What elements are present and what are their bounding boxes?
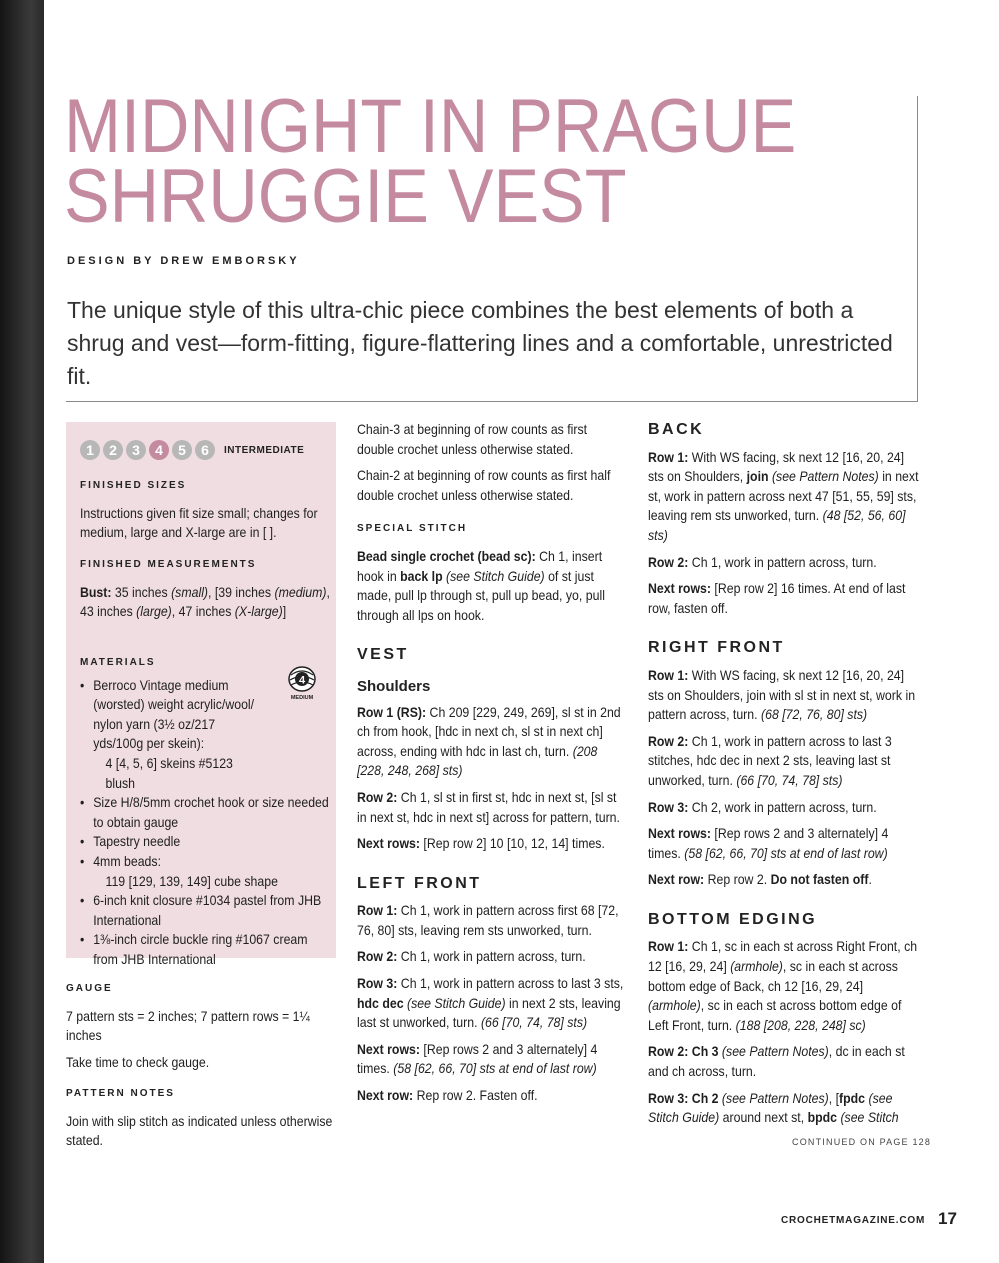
material-closure: • 6-inch knit closure #1034 pastel from JHB International	[80, 891, 330, 930]
title-line-2: SHRUGGIE VEST	[64, 154, 627, 239]
skill-dot-1: 1	[80, 440, 100, 460]
finished-measurements-section	[80, 555, 330, 622]
materials-list-wrap	[80, 676, 267, 794]
back-row-2: Row 2: Ch 1, work in pattern across, turn.	[648, 553, 877, 570]
header-rule-vertical	[917, 96, 918, 402]
bust-measurements: Bust: 35 inches (small), [39 inches (medium), 43 inches (large), 47 inches (X-large)]	[80, 583, 330, 620]
pattern-notes-section	[66, 1084, 336, 1158]
title-line-1: MIDNIGHT IN PRAGUE	[64, 84, 797, 169]
skill-dot-4-active: 4	[149, 440, 169, 460]
material-needle: • Tapestry needle	[80, 832, 330, 852]
left-front-row-2: Row 2: Ch 1, work in pattern across, turn.	[357, 948, 586, 965]
bottom-edging-row-3: Row 3: Ch 2 (see Pattern Notes), [fpdc (see Stitch Guide) around next st, bpdc (see Stitch	[648, 1089, 899, 1126]
material-buckle: • 1⅜-inch circle buckle ring #1067 cream from JHB International	[80, 930, 330, 969]
right-front-row-2: Row 2: Ch 1, work in pattern across to last 3 stitches, hdc dec in next 2 sts, leaving last st unworked, turn. (66 [70, 74, 78] sts)	[648, 732, 892, 788]
materials-list	[80, 676, 267, 794]
left-front-next-row: Next row: Rep row 2. Fasten off.	[357, 1087, 538, 1104]
yarn-weight-label: MEDIUM	[290, 695, 314, 701]
left-front-row-3: Row 3: Ch 1, work in pattern across to last 3 sts, hdc dec (see Stitch Guide) in next 2 sts, leaving last st unworked, turn. (66 [70, 74, 78] sts)	[357, 975, 624, 1031]
vest-row-1: Row 1 (RS): Ch 209 [229, 249, 269], sl st in 2nd ch from hook, [hdc in next ch, sl st in next ch] across, ending with hdc in last ch, turn. (208 [228, 248, 268] sts)	[357, 703, 621, 779]
right-front-row-1: Row 1: With WS facing, sk next 12 [16, 20, 24] sts on Shoulders, join with sl st in next st, work in pattern across, turn. (68 [72, 76, 80] sts)	[648, 666, 916, 723]
pattern-note-2: Chain-3 at beginning of row counts as first double crochet unless otherwise stated.	[357, 421, 588, 457]
finished-sizes-text: Instructions given fit size small; changes for medium, large and X-large are in [ ].	[80, 504, 318, 541]
yarn-weight-medium-icon	[287, 665, 317, 701]
vest-heading: VEST	[357, 646, 409, 664]
footer-website: CROCHETMAGAZINE.COM	[781, 1215, 926, 1226]
finished-measurements-heading: FINISHED MEASUREMENTS	[80, 559, 257, 570]
page-spine-shadow	[0, 0, 44, 1263]
right-front-heading: RIGHT FRONT	[648, 639, 785, 657]
back-row-1: Row 1: With WS facing, sk next 12 [16, 20, 24] sts on Shoulders, join (see Pattern Notes) in next st, work in pattern across next 47 [51, 55, 59] sts, leaving rem sts unworked, turn. (48 [52, 56, 60] sts)	[648, 448, 919, 543]
shoulders-subheading: Shoulders	[357, 677, 431, 695]
materials-list-2	[80, 793, 330, 969]
vest-row-2: Row 2: Ch 1, sl st in first st, hdc in next st, [sl st in next st, hdc in next st] across for pattern, turn.	[357, 788, 620, 825]
gauge-heading: GAUGE	[66, 983, 113, 994]
left-front-next-rows: Next rows: [Rep rows 2 and 3 alternately] 4 times. (58 [62, 66, 70] sts at end of last row)	[357, 1040, 598, 1077]
pattern-notes-heading: PATTERN NOTES	[66, 1088, 175, 1099]
left-front-row-1: Row 1: Ch 1, work in pattern across first 68 [72, 76, 80] sts, leaving rem sts unworked, turn.	[357, 902, 619, 938]
yarn-weight-number: 4	[298, 674, 306, 687]
materials-list-wrap-2	[80, 793, 330, 969]
special-stitch-heading: SPECIAL STITCH	[357, 523, 468, 535]
material-hook: • Size H/8/5mm crochet hook or size needed to obtain gauge	[80, 793, 330, 832]
skill-level-indicator	[80, 440, 304, 460]
materials-heading: MATERIALS	[80, 657, 156, 668]
intro-paragraph: The unique style of this ultra-chic piece combines the best elements of both a shrug and vest—form-fitting, figure-flattering lines and a comfortable, unrestricted fit.	[67, 297, 893, 389]
vest-next-rows: Next rows: [Rep row 2] 10 [10, 12, 14] times.	[357, 835, 605, 852]
skill-level-label: INTERMEDIATE	[224, 444, 305, 456]
pattern-note-3: Chain-2 at beginning of row counts as first half double crochet unless otherwise stated.	[357, 467, 611, 503]
skill-dot-6: 6	[195, 440, 215, 460]
bottom-edging-row-2: Row 2: Ch 3 (see Pattern Notes), dc in each st and ch across, turn.	[648, 1043, 905, 1080]
skill-dot-3: 3	[126, 440, 146, 460]
header-rule-horizontal	[66, 401, 918, 402]
finished-sizes-heading: FINISHED SIZES	[80, 480, 187, 491]
right-front-row-3: Row 3: Ch 2, work in pattern across, turn.	[648, 798, 877, 815]
pattern-title	[64, 84, 829, 239]
skill-dot-5: 5	[172, 440, 192, 460]
back-heading: BACK	[648, 421, 705, 438]
left-front-heading: LEFT FRONT	[357, 874, 482, 892]
bottom-edging-heading: BOTTOM EDGING	[648, 910, 818, 928]
material-beads: • 4mm beads: 119 [129, 139, 149] cube shape	[80, 852, 330, 891]
gauge-section	[66, 979, 336, 1079]
page-number: 17	[938, 1209, 957, 1228]
right-front-next-rows: Next rows: [Rep rows 2 and 3 alternately] 4 times. (58 [62, 66, 70] sts at end of last row)	[648, 825, 889, 861]
designer-byline: DESIGN BY DREW EMBORSKY	[67, 255, 300, 267]
bottom-edging-row-1: Row 1: Ch 1, sc in each st across Right Front, ch 12 [16, 29, 24] (armhole), sc in each st across bottom edge of Back, ch 12 [16, 29, 24] (armhole), sc in each st across bottom edge of Left Front, turn. (188 [208, 228, 248] sc)	[648, 938, 918, 1033]
gauge-check: Take time to check gauge.	[66, 1053, 210, 1070]
special-stitch-text: Bead single crochet (bead sc): Ch 1, insert hook in back lp (see Stitch Guide) of st just made, pull lp through st, pull up bead, yo, pull through all lps on hook.	[357, 547, 605, 623]
column-3	[648, 420, 920, 1135]
material-yarn: • Berroco Vintage medium (worsted) weight acrylic/wool/ nylon yarn (3½ oz/217 yds/100g per skein): 4 [4, 5, 6] skeins #5123 blush	[80, 676, 260, 794]
gauge-text: 7 pattern sts = 2 inches; 7 pattern rows = 1¼ inches	[66, 1007, 310, 1044]
pattern-note-1: Join with slip stitch as indicated unless otherwise stated.	[66, 1112, 333, 1149]
back-next-rows: Next rows: [Rep row 2] 16 times. At end of last row, fasten off.	[648, 580, 906, 616]
column-2	[357, 420, 627, 1113]
continued-on-page: CONTINUED ON PAGE 128	[792, 1137, 932, 1147]
right-front-next-row: Next row: Rep row 2. Do not fasten off.	[648, 871, 872, 888]
skill-dot-2: 2	[103, 440, 123, 460]
finished-sizes-section	[80, 476, 330, 543]
